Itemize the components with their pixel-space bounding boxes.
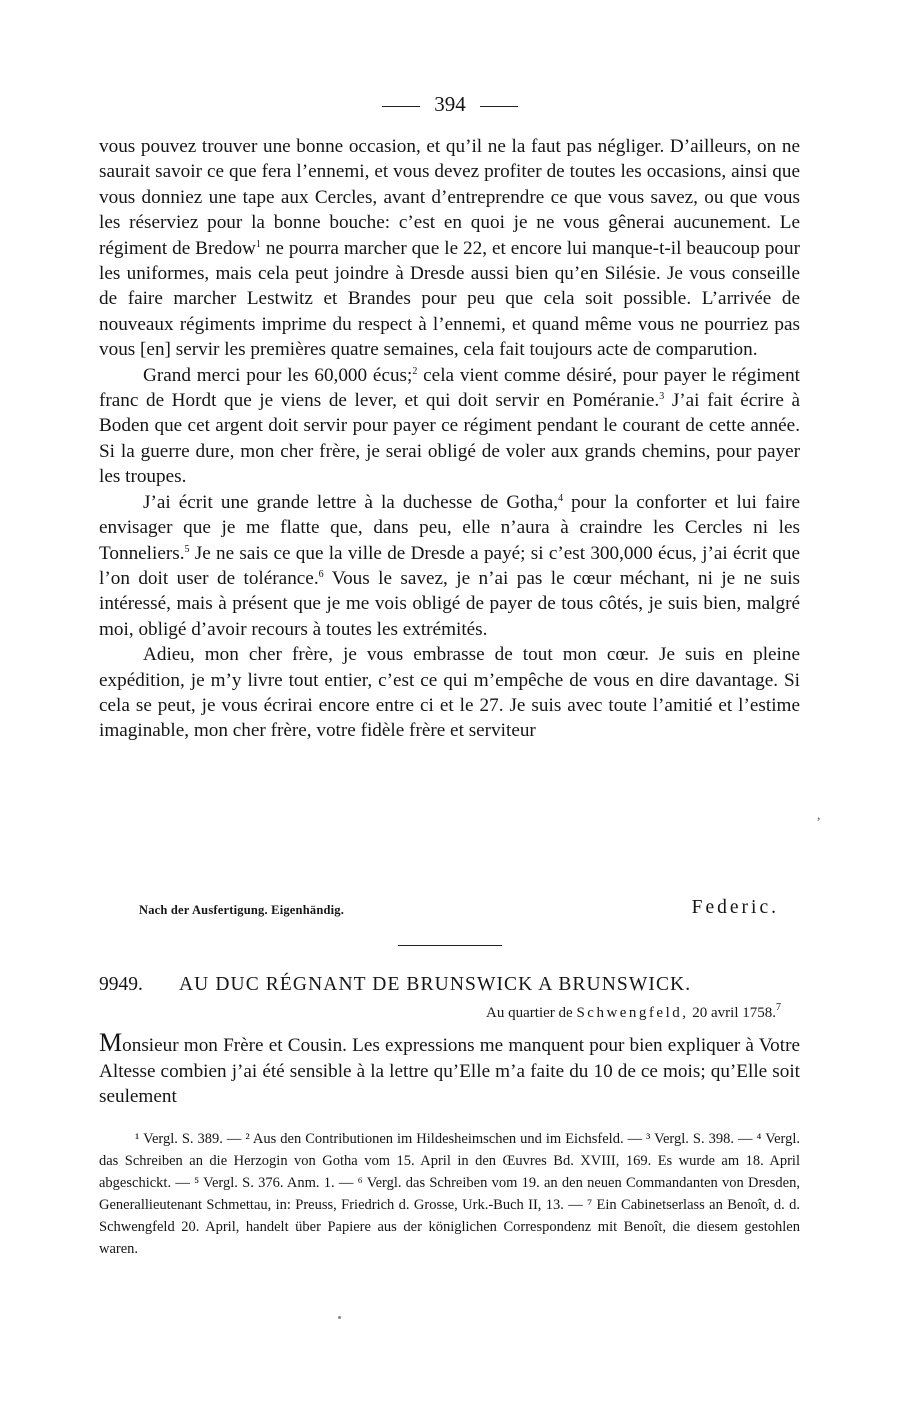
section-separator: [398, 945, 502, 946]
stray-mark: [338, 1316, 341, 1319]
footnote-ref-4: 4: [558, 492, 564, 504]
letter-number: 9949.: [99, 974, 143, 995]
letter-body-text: onsieur mon Frère et Cousin. Les expressions me manquent pour bien expliquer à Votre Altesse combien j’ai été sensible à la lettre qu’Elle m’a faite du 10 de ce mois; qu’Elle soit seulement: [99, 1035, 800, 1107]
letter-continuation: [99, 134, 800, 744]
footnote-ref-2: 2: [412, 365, 418, 377]
footnote-ref-7: 7: [776, 1002, 781, 1013]
page-header: [0, 92, 900, 116]
footnote-ref-3: 3: [659, 391, 665, 403]
header-rule-right: [480, 106, 518, 107]
paragraph-1: vous pouvez trouver une bonne occasion, et qu’il ne la faut pas négliger. D’ailleurs, on ne saurait savoir ce que fera l’ennemi, et vous devez profiter de toutes les occasions, ainsi que vous donniez une tape aux Cercles, avant d’entreprendre ce que vous savez, ou que vous les réserviez pour la bonne bouche: c’est en quoi je ne vous gênerai aucunement. Le régiment de Bredow$^1$ ne pourra marcher que le 22, et encore lui manque-t-il beaucoup pour les uniformes, mais cela peut joindre à Dresde aussi bien qu’en Silésie. Je vous conseille de faire marcher Lestwitz et Brandes pour peu que cela soit possible. L’arrivée de nouveaux régiments imprime du respect à l’ennemi, et quand même vous ne pourriez pas vous [en] servir les premières quatre semaines, cela fait toujours acte de comparution.: [99, 136, 800, 361]
letter-heading: [99, 972, 800, 998]
footnote-text: ¹ Vergl. S. 389. — ² Aus den Contributionen im Hildesheimschen und im Eichsfeld. — ³ Vergl. S. 398. — ⁴ Vergl. das Schreiben an die Herzogin von Gotha vom 15. April in den Œuvres Bd. XVIII, 169. Es wurde am 18. April abgeschickt. — ⁵ Vergl. S. 376. Anm. 1. — ⁶ Vergl. das Schreiben vom 19. an den neuen Commandanten von Dresden, Generallieutenant Schmettau, in: Preuss, Friedrich d. Grosse, Urk.-Buch II, 13. — ⁷ Ein Cabinetserlass an Benoît, d. d. Schwengfeld 20. April, handelt über Papiere aus der königlichen Correspondenz mit Benoît, die diesem gestohlen waren.: [99, 1131, 800, 1257]
paragraph-3: J’ai écrit une grande lettre à la duchesse de Gotha,$^4$ pour la conforter et lui faire envisager que je me flatte que, dans peu, elle n’aura à craindre les Cercles ni les Tonneliers.$^5$ Je ne sais ce que la ville de Dresde a payé; si c’est 300,000 écus, j’ai écrit que l’on doit user de tolérance.$^6$ Vous le savez, je n’ai pas le cœur méchant, ni je ne suis intéressé, mais à présent que je me vois obligé de payer de tous côtés, je suis bien, malgré moi, obligé d’avoir recours à toutes les extrémités.: [99, 491, 801, 640]
initial-letter: M: [99, 1028, 123, 1057]
dateline-place: Schwengfeld,: [576, 1005, 689, 1021]
margin-mark: ,: [817, 808, 821, 823]
footnote-ref-1: 1: [255, 238, 261, 250]
paragraph-2: Grand merci pour les 60,000 écus;$^2$ cela vient comme désiré, pour payer le régiment franc de Hordt que je viens de lever, et qui doit servir en Poméranie.$^3$ J’ai fait écrire à Boden que cet argent doit servir pour payer ce régiment pendant le courant de cette année. Si la guerre dure, mon cher frère, je serai obligé de voler aux grands chemins, pour payer les troupes.: [99, 364, 801, 488]
closing-row: [139, 897, 779, 923]
dateline: [99, 1002, 781, 1024]
footnotes: [99, 1128, 800, 1260]
letter-body: [99, 1030, 800, 1110]
footnote-ref-6: 6: [318, 568, 324, 580]
dateline-prefix: Au quartier de: [486, 1005, 573, 1021]
footnote-ref-5: 5: [184, 543, 190, 555]
header-rule-left: [382, 106, 420, 107]
dateline-date: 20 avril 1758.: [692, 1005, 776, 1021]
paragraph-4: Adieu, mon cher frère, je vous embrasse de tout mon cœur. Je suis en pleine expédition, je m’y livre tout entier, c’est ce qui m’empêche de vous en dire davantage. Si cela se peut, je vous écrirai encore entre ci et le 27. Je suis avec toute l’amitié et l’estime imaginable, mon cher frère, votre fidèle frère et serviteur: [99, 644, 800, 742]
letter-title: AU DUC RÉGNANT DE BRUNSWICK A BRUNSWICK.: [179, 974, 692, 995]
signature: Federic.: [691, 897, 779, 918]
source-note: Nach der Ausfertigung. Eigenhändig.: [139, 903, 345, 917]
page-number: 394: [434, 92, 466, 116]
